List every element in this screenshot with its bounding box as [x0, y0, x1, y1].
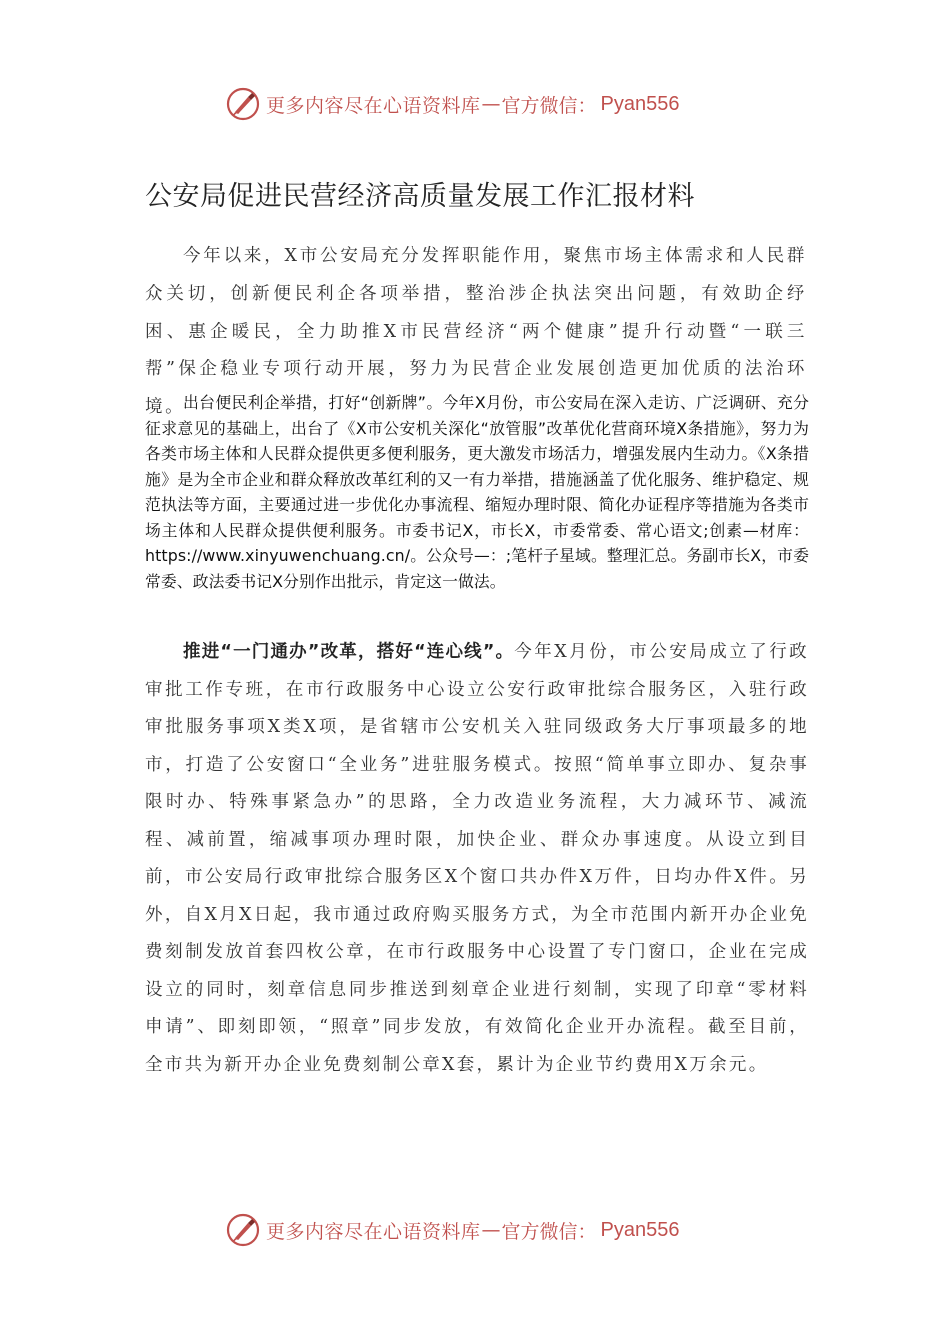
pen-logo-icon [226, 1213, 260, 1247]
banner-wechat-id: Pyan556 [600, 1218, 680, 1241]
paragraph-one-stop-service [145, 634, 809, 1084]
header-banner[interactable] [226, 84, 746, 124]
banner-text: 更多内容尽在心语资料库 [266, 1220, 481, 1243]
banner-text: 更多内容尽在心语资料库 [266, 94, 481, 117]
paragraph-intro: 今年以来，X市公安局充分发挥职能作用，聚焦市场主体需求和人民群众关切，创新便民利企各项举措，整治涉企执法突出问题，有效助企纾困、惠企暖民，全力助推X市民营经济“两个健康”提升行动暨“一联三帮”保企稳业专项行动开展，努力为民营企业发展创造更加优质的法治环境。 [145, 246, 807, 418]
document-title: 公安局促进民营经济高质量发展工作汇报材料 [145, 181, 695, 212]
paragraph-measures: 出台便民利企举措，打好“创新牌”。今年X月份，市公安局在深入走访、广泛调研、充分征求意见的基础上，出台了《X市公安机关深化“放管服”改革优化营商环境X条措施》，努力为各类市场主体和人民群众提供更多便利服务，更大激发市场活力，增强发展内生动力。《X条措施》是为全市企业和群众释放改革红利的又一有力举措，措施涵盖了优化服务、维护稳定、规范执法等方面，主要通过进一步优化办事流程、缩短办理时限、简化办证程序等措施为各类市场主体和人民群众提供便利服务。市委书记X，市长X，市委常委、常心语文;创素—材库：https://www.xinyuwenchuang.cn/。公众号—：;笔杆子星域。整理汇总。务副市长X，市委常委、政法委书记X分别作出批示，肯定这一做法。 [145, 393, 809, 591]
banner-wechat-label: 官方微信： [501, 1220, 597, 1243]
footer-banner[interactable] [226, 1210, 746, 1250]
banner-wechat-label: 官方微信： [501, 94, 597, 117]
paragraph-lead-heading: 推进“一门通办”改革，搭好“连心线”。 [183, 642, 515, 662]
banner-dash: — [481, 1219, 501, 1241]
banner-dash: — [481, 93, 501, 115]
paragraph-body: 今年X月份，市公安局成立了行政审批工作专班，在市行政服务中心设立公安行政审批综合服务区，入驻行政审批服务事项X类X项，是省辖市公安机关入驻同级政务大厅事项最多的地市，打造了公安窗口“全业务”进驻服务模式。按照“简单事立即办、复杂事限时办、特殊事紧急办”的思路，全力改造业务流程，大力减环节、减流程、减前置，缩减事项办理时限，加快企业、群众办事速度。从设立到目前，市公安局行政审批综合服务区X个窗口共办件X万件，日均办件X件。另外，自X月X日起，我市通过政府购买服务方式，为全市范围内新开办企业免费刻制发放首套四枚公章，在市行政服务中心设置了专门窗口，企业在完成设立的同时，刻章信息同步推送到刻章企业进行刻制，实现了印章“零材料申请”、即刻即领，“照章”同步发放，有效简化企业开办流程。截至目前，全市共为新开办企业免费刻制公章X套，累计为企业节约费用X万余元。 [145, 642, 809, 1075]
banner-wechat-id: Pyan556 [600, 92, 680, 115]
pen-logo-icon [226, 87, 260, 121]
